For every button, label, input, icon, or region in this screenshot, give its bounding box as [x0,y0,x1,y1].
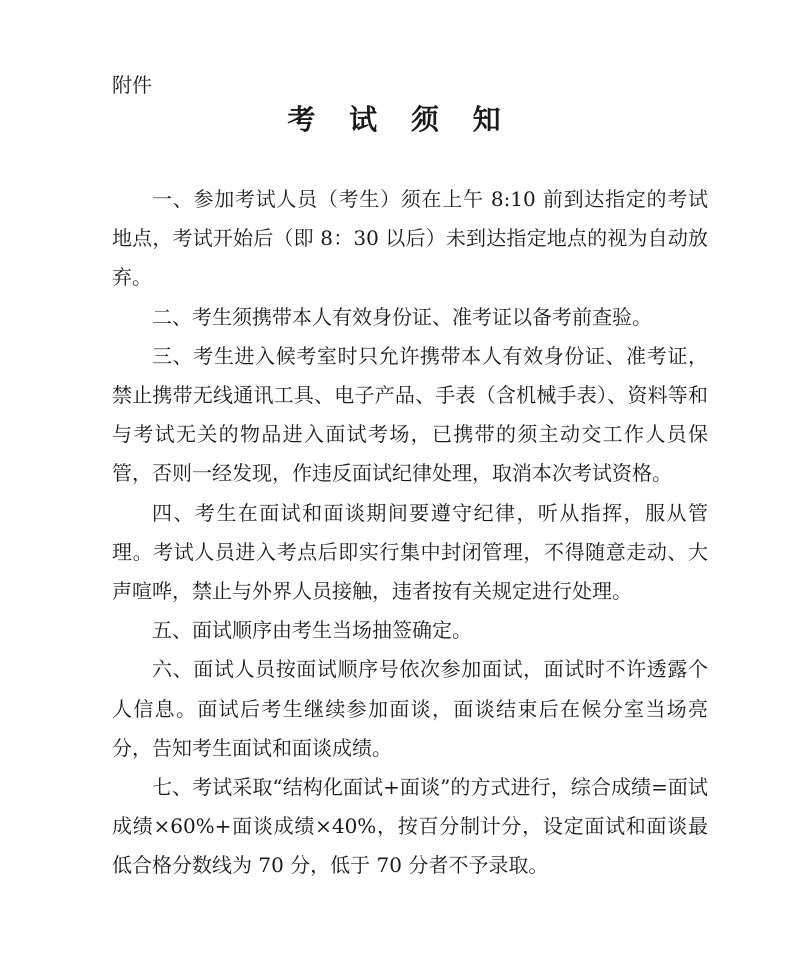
rule-paragraph-4: 四、考生在面试和面谈期间要遵守纪律，听从指挥，服从管理。考试人员进入考点后即实行集中封闭管理，不得随意走动、大声喧哗，禁止与外界人员接触，违者按有关规定进行处理。 [112,500,708,604]
rule-paragraph-6: 六、面试人员按面试顺序号依次参加面试，面试时不许透露个人信息。面试后考生继续参加面谈，面谈结束后在候分室当场亮分，告知考生面试和面谈成绩。 [112,657,708,760]
rule-paragraph-7: 七、考试采取“结构化面试+面谈”的方式进行，综合成绩=面试成绩×60%+面谈成绩×40%，按百分制计分，设定面试和面谈最低合格分数线为 70 分，低于 70 分者不予录取。 [112,775,708,878]
rule-paragraph-2: 二、考生须携带本人有效身份证、准考证以备考前查验。 [152,304,652,329]
document-title: 考 试 须 知 [287,103,513,136]
document-body [112,180,708,886]
rule-paragraph-5: 五、面试顺序由考生当场抽签确定。 [152,618,472,643]
rule-paragraph-3: 三、考生进入候考室时只允许携带本人有效身份证、准考证，禁止携带无线通讯工具、电子产品、手表（含机械手表）、资料等和与考试无关的物品进入面试考场，已携带的须主动交工作人员保管，否则一经发现，作违反面试纪律处理，取消本次考试资格。 [112,343,708,486]
attachment-label: 附件 [112,73,152,97]
rule-paragraph-1: 一、参加考试人员（考生）须在上午 8:10 前到达指定的考试地点，考试开始后（即 8：30 以后）未到达指定地点的视为自动放弃。 [112,187,708,290]
